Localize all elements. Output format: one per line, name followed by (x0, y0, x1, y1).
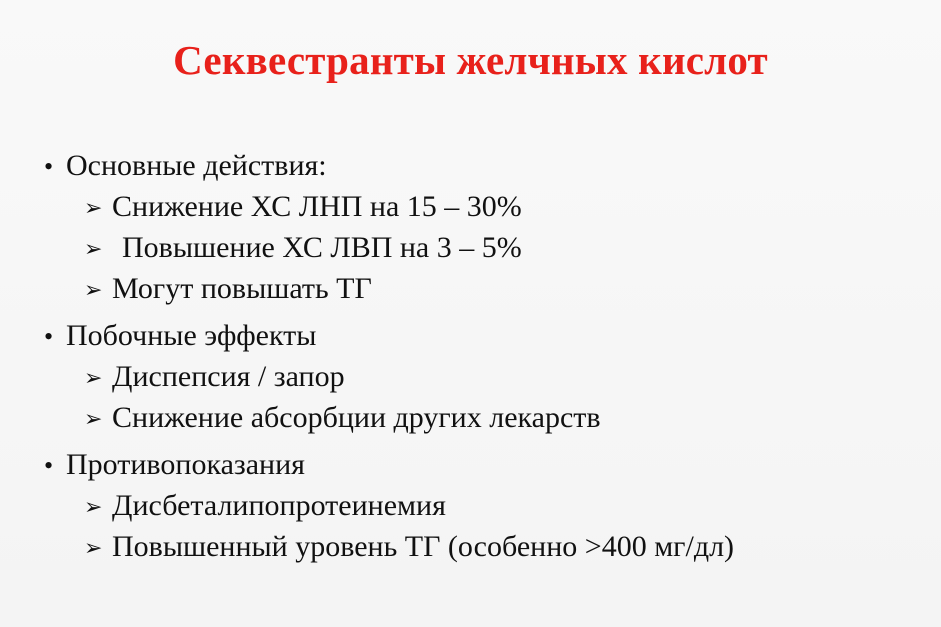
arrow-bullet-icon: ➢ (84, 495, 103, 520)
sub-item (84, 357, 924, 398)
sub-item (84, 269, 924, 310)
slide-content (44, 146, 924, 568)
section-main-actions (44, 146, 924, 310)
arrow-bullet-icon: ➢ (84, 536, 103, 561)
bullet-dot-icon: • (44, 322, 54, 351)
section-side-effects (44, 316, 924, 439)
section-contraindications (44, 445, 924, 568)
arrow-bullet-icon: ➢ (84, 278, 103, 303)
sub-item (84, 228, 924, 269)
sub-item (84, 527, 924, 568)
sub-item (84, 486, 924, 527)
arrow-bullet-icon: ➢ (84, 366, 103, 391)
bullet-dot-icon: • (44, 152, 54, 181)
arrow-bullet-icon: ➢ (84, 196, 103, 221)
section-heading: Основные действия: (66, 149, 327, 182)
sub-item-text: Снижение ХС ЛНП на 15 – 30% (112, 190, 522, 223)
sub-item (84, 398, 924, 439)
slide-title: Секвестранты желчных кислот (173, 37, 768, 83)
sub-list (44, 357, 924, 439)
sub-item-text: Дисбеталипопротеинемия (112, 489, 446, 522)
sub-item (84, 187, 924, 228)
bullet-item (44, 146, 924, 187)
sub-item-text: Снижение абсорбции других лекарств (112, 401, 601, 434)
sub-item-text: Могут повышать ТГ (112, 272, 372, 305)
sub-item-text: Повышенный уровень ТГ (особенно >400 мг/дл) (112, 530, 735, 563)
arrow-bullet-icon: ➢ (84, 237, 103, 262)
sub-item-text: Диспепсия / запор (112, 360, 345, 393)
bullet-dot-icon: • (44, 451, 54, 480)
bullet-item (44, 445, 924, 486)
arrow-bullet-icon: ➢ (84, 407, 103, 432)
section-heading: Противопоказания (66, 448, 305, 481)
sub-list (44, 486, 924, 568)
section-heading: Побочные эффекты (66, 319, 317, 352)
sub-list (44, 187, 924, 310)
sub-item-text: Повышение ХС ЛВП на 3 – 5% (122, 231, 522, 264)
bullet-item (44, 316, 924, 357)
